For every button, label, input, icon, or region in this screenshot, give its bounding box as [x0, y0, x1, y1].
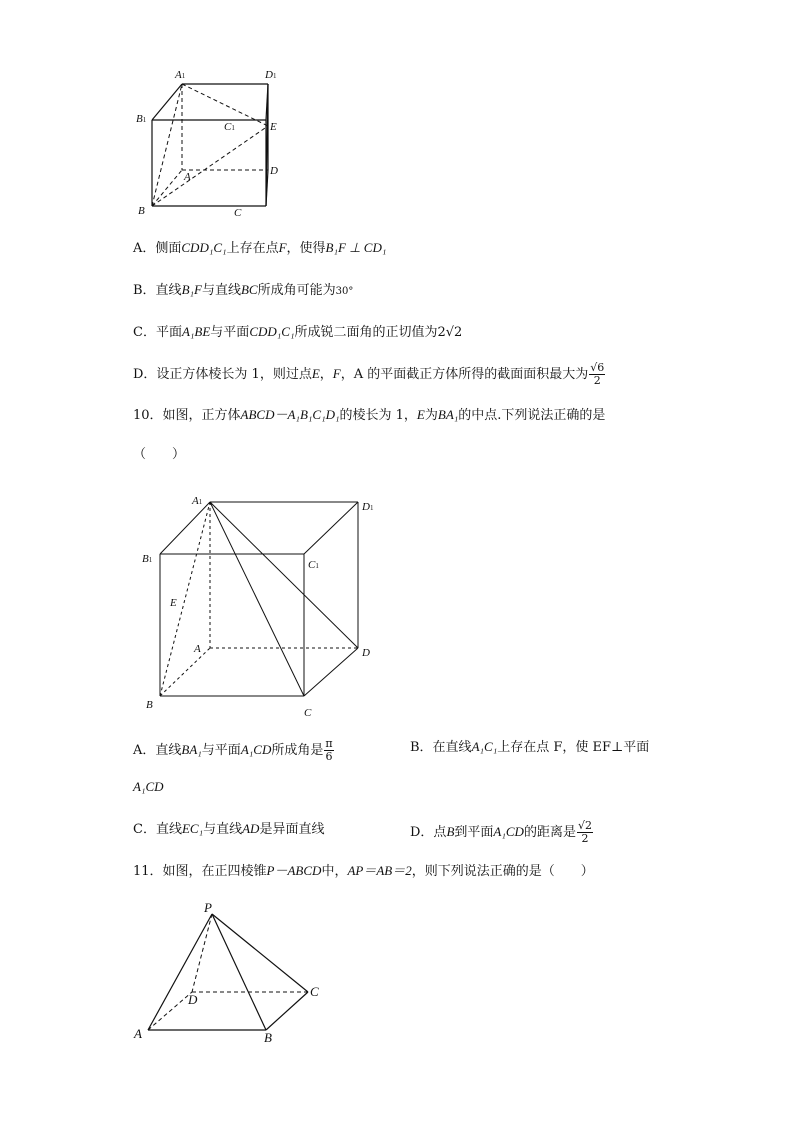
label-B1: B — [142, 553, 149, 565]
q9-option-a: A．侧面CDD₁C₁上存在点F，使得B₁F ⊥ CD₁ — [133, 240, 387, 256]
figure-cube-2 — [138, 490, 383, 720]
q10-option-b-cont: A₁CD — [133, 779, 164, 794]
label-B1: B — [136, 113, 143, 125]
q10-option-c: C．直线EC₁与直线AD是异面直线 — [133, 821, 325, 837]
label-C1-sub: 1 — [315, 562, 319, 570]
label-E: E — [270, 121, 277, 133]
svg-text:B1 — [142, 553, 153, 565]
svg-text:C1 — [308, 559, 319, 571]
svg-text:D1 — [361, 501, 374, 513]
label-B: B — [146, 699, 153, 711]
label-D: D — [188, 992, 198, 1007]
label-A1-sub: 1 — [198, 498, 203, 506]
svg-text:D1 — [264, 69, 277, 81]
label-D: D — [270, 165, 278, 177]
label-A: A — [194, 643, 201, 655]
svg-text:C1 — [224, 121, 235, 133]
q10-option-a: A．直线BA₁与平面A₁CD所成角是 $\frac{\pi}{6}$ — [133, 737, 333, 763]
label-B: B — [264, 1030, 272, 1045]
label-A1: A — [192, 495, 199, 507]
label-D1: D — [362, 501, 370, 513]
svg-text:A1 — [174, 69, 186, 81]
q10-option-b: B．在直线A₁C₁上存在点 F，使 EF⊥平面 — [410, 739, 650, 755]
label-D1: D — [265, 69, 273, 81]
fraction-pi-over-6: $\frac{\pi}{6}$ — [325, 737, 333, 763]
label-B1-sub: 1 — [142, 116, 147, 124]
label-B1-sub: 1 — [148, 556, 153, 564]
q11-stem: 11．如图，在正四棱锥P－ABCD中，AP＝AB＝2，则下列说法正确的是（ ） — [133, 863, 594, 879]
svg-text:B1 — [136, 113, 147, 125]
label-A: A — [184, 171, 191, 183]
fraction-sqrt2-over-2: $\frac{√2}{2}$ — [577, 819, 592, 845]
svg-text:A1 — [191, 495, 203, 507]
label-E: E — [170, 597, 177, 609]
q10-option-d: D．点B到平面A₁CD的距离是 $\frac{√2}{2}$ — [410, 819, 592, 845]
label-A: A — [134, 1026, 142, 1041]
q9-option-c: C．平面A₁BE与平面CDD₁C₁所成锐二面角的正切值为2√2 — [133, 324, 463, 340]
fraction-sqrt6-over-2: $\frac{√6}{2}$ — [590, 361, 605, 387]
label-C: C — [310, 984, 319, 999]
label-D1-sub: 1 — [272, 72, 277, 80]
figure-cube-1 — [130, 64, 290, 224]
label-D: D — [362, 647, 370, 659]
label-P: P — [204, 900, 212, 915]
label-C1: C — [224, 121, 232, 133]
label-A1: A — [175, 69, 182, 81]
label-A1-sub: 1 — [181, 72, 186, 80]
label-C: C — [304, 707, 312, 719]
figure-pyramid — [128, 898, 328, 1048]
label-C: C — [234, 207, 242, 219]
label-C1: C — [308, 559, 316, 571]
q9-option-d: D．设正方体棱长为 1，则过点E，F，A 的平面截正方体所得的截面面积最大为 $\frac{√6}{2}$ — [133, 361, 605, 387]
q10-answer-paren: （ ） — [133, 447, 186, 462]
q9-option-b: B．直线B₁F与直线BC所成角可能为30° — [133, 282, 354, 298]
label-B: B — [138, 205, 145, 217]
q10-stem: 10．如图，正方体ABCD－A₁B₁C₁D₁的棱长为 1，E为BA₁的中点.下列说法正确的是 — [133, 407, 606, 423]
label-D1-sub: 1 — [369, 504, 374, 512]
label-C1-sub: 1 — [231, 124, 235, 132]
